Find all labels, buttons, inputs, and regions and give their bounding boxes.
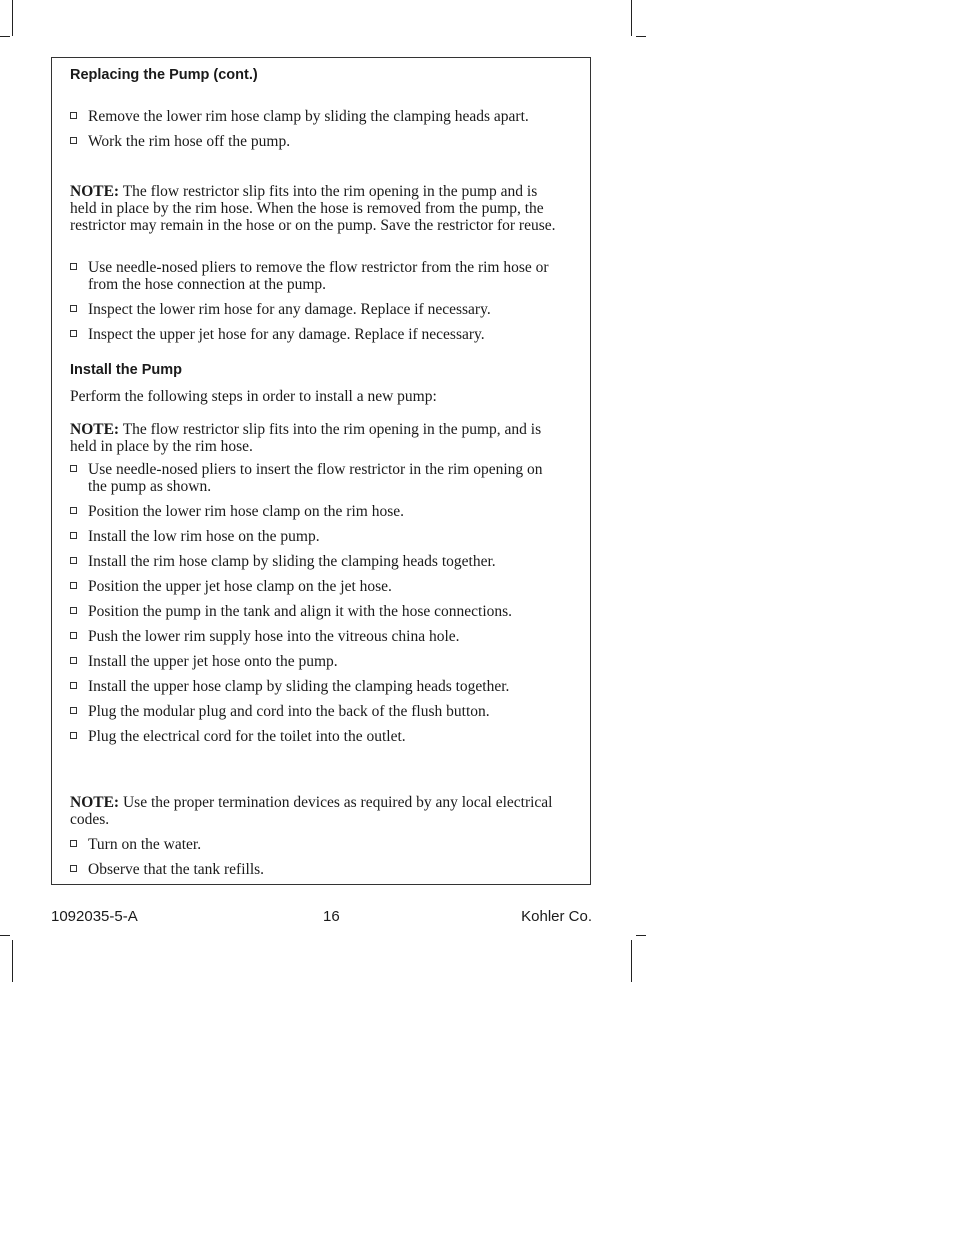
list-item: Use needle-nosed pliers to insert the flow restrictor in the rim opening on the pump as shown.	[70, 461, 560, 495]
checkbox-icon	[70, 607, 77, 614]
crop-mark	[636, 935, 646, 936]
checkbox-icon	[70, 305, 77, 312]
checkbox-icon	[70, 732, 77, 739]
crop-mark	[12, 0, 13, 36]
list-item: Remove the lower rim hose clamp by sliding the clamping heads apart.	[70, 108, 560, 125]
list-item: Install the low rim hose on the pump.	[70, 528, 560, 545]
note-install: NOTE: The flow restrictor slip fits into the rim opening in the pump, and is held in place by the rim hose.	[70, 421, 542, 455]
list-item: Position the pump in the tank and align it with the hose connections.	[70, 603, 560, 620]
checkbox-icon	[70, 582, 77, 589]
list-item: Install the rim hose clamp by sliding the clamping heads together.	[70, 553, 560, 570]
checkbox-icon	[70, 632, 77, 639]
section-heading-install: Install the Pump	[70, 362, 182, 378]
checkbox-icon	[70, 330, 77, 337]
checkbox-icon	[70, 865, 77, 872]
list-item: Observe that the tank refills.	[70, 861, 560, 878]
list-item: Inspect the lower rim hose for any damage. Replace if necessary.	[70, 301, 560, 318]
section-heading-replacing: Replacing the Pump (cont.)	[70, 67, 258, 83]
checklist-replacing-b	[70, 259, 560, 343]
footer-doc-number: 1092035-5-A	[51, 908, 138, 925]
checkbox-icon	[70, 657, 77, 664]
checkbox-icon	[70, 263, 77, 270]
checkbox-icon	[70, 707, 77, 714]
checkbox-icon	[70, 557, 77, 564]
note-restrictor: NOTE: The flow restrictor slip fits into the rim opening in the pump and is held in place by the rim hose. When the hose is removed from the pump, the restrictor may remain in the hose or on the pump. Save the restrictor for reuse.	[70, 183, 556, 234]
list-item: Inspect the upper jet hose for any damage. Replace if necessary.	[70, 326, 560, 343]
checkbox-icon	[70, 682, 77, 689]
checkbox-icon	[70, 507, 77, 514]
crop-mark	[12, 940, 13, 982]
checkbox-icon	[70, 840, 77, 847]
checkbox-icon	[70, 532, 77, 539]
list-item: Position the upper jet hose clamp on the jet hose.	[70, 578, 560, 595]
checkbox-icon	[70, 137, 77, 144]
checklist-final	[70, 836, 560, 878]
checklist-install	[70, 461, 560, 745]
crop-mark	[636, 36, 646, 37]
crop-mark	[0, 36, 10, 37]
list-item: Turn on the water.	[70, 836, 560, 853]
checkbox-icon	[70, 112, 77, 119]
checkbox-icon	[70, 465, 77, 472]
crop-mark	[0, 935, 10, 936]
crop-mark	[631, 0, 632, 36]
content-box	[51, 57, 591, 885]
checklist-replacing-a	[70, 108, 560, 150]
list-item: Install the upper jet hose onto the pump.	[70, 653, 560, 670]
crop-mark	[631, 940, 632, 982]
list-item: Use needle-nosed pliers to remove the flow restrictor from the rim hose or from the hose connection at the pump.	[70, 259, 560, 293]
list-item: Install the upper hose clamp by sliding the clamping heads together.	[70, 678, 560, 695]
list-item: Push the lower rim supply hose into the vitreous china hole.	[70, 628, 560, 645]
list-item: Position the lower rim hose clamp on the rim hose.	[70, 503, 560, 520]
note-electrical: NOTE: Use the proper termination devices as required by any local electrical codes.	[70, 794, 553, 828]
list-item: Work the rim hose off the pump.	[70, 133, 560, 150]
list-item: Plug the modular plug and cord into the back of the flush button.	[70, 703, 560, 720]
install-intro: Perform the following steps in order to install a new pump:	[70, 388, 437, 405]
list-item: Plug the electrical cord for the toilet into the outlet.	[70, 728, 560, 745]
footer-company: Kohler Co.	[521, 908, 592, 925]
footer-page-number: 16	[323, 908, 340, 925]
